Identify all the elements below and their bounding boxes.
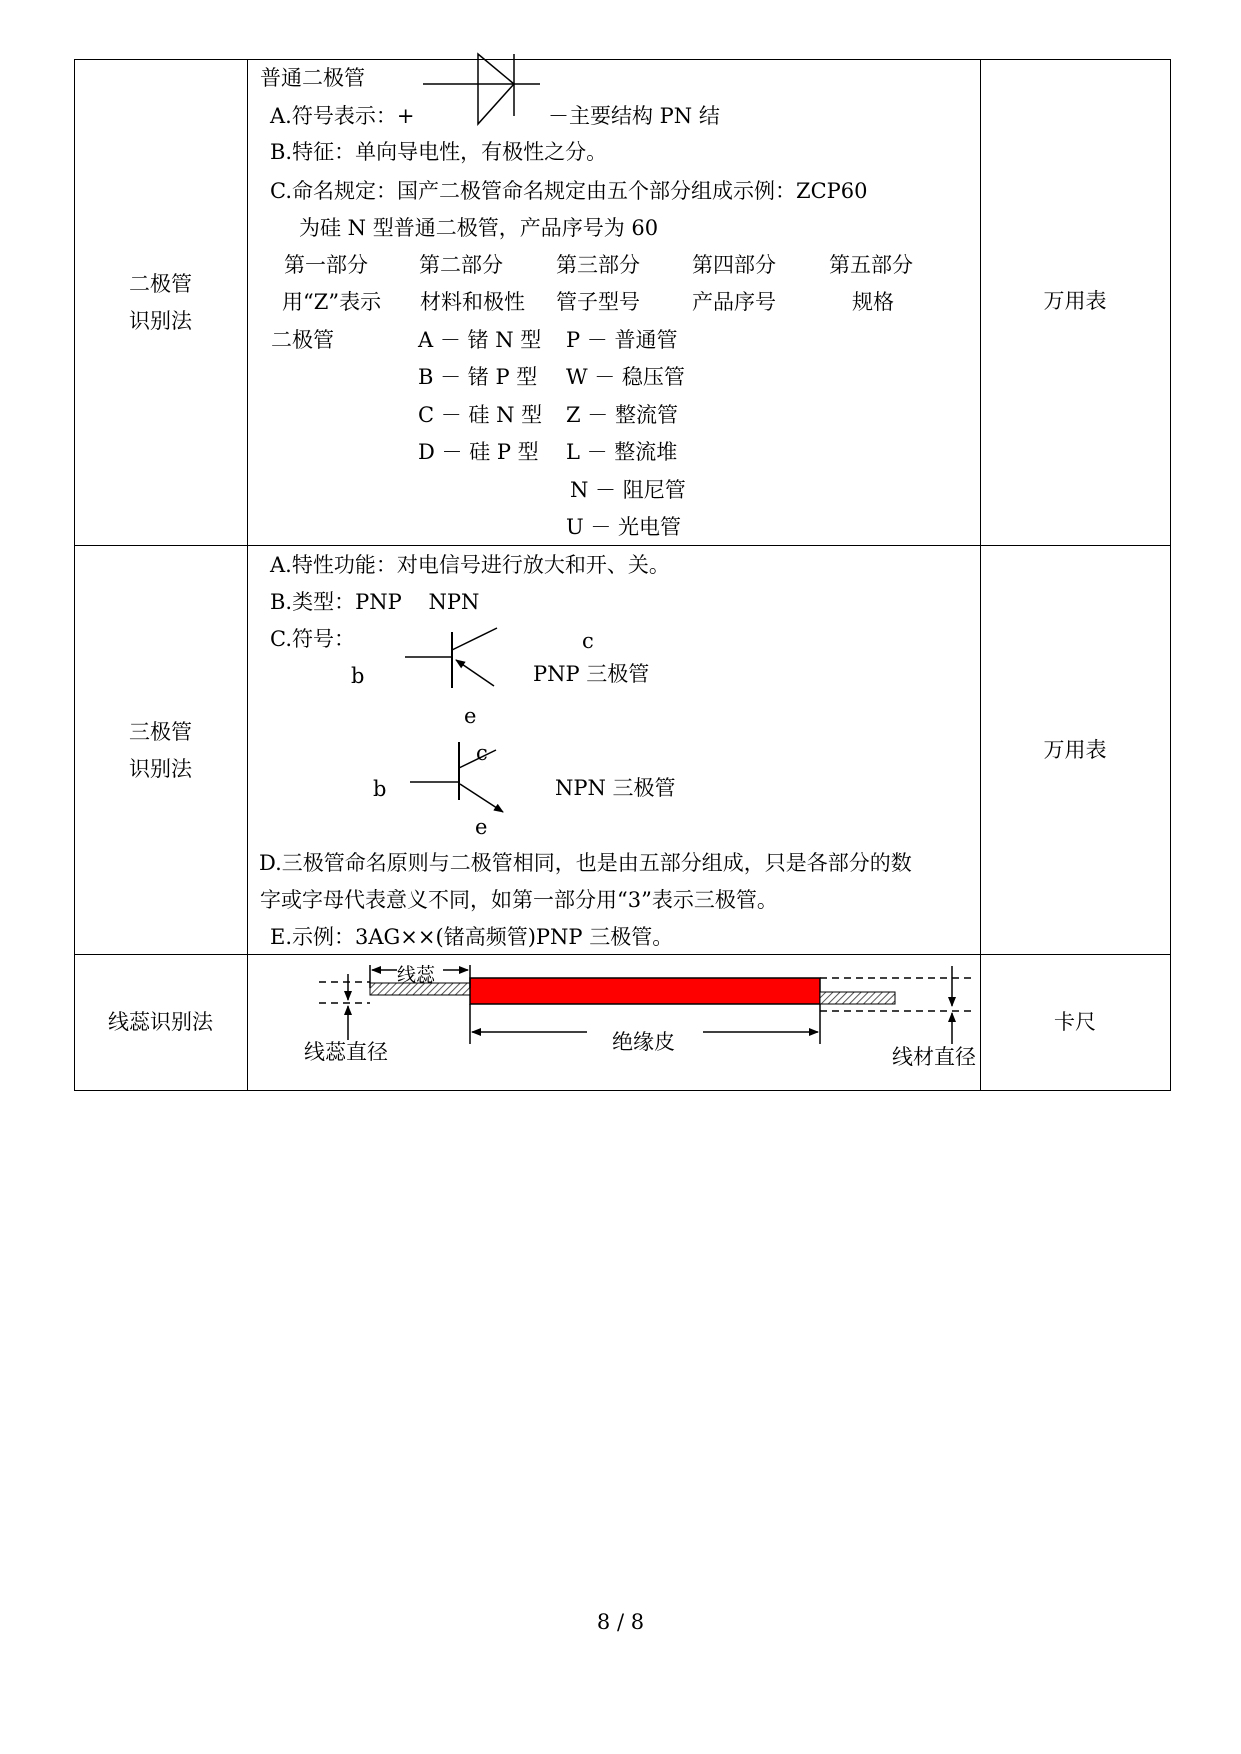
material-item: B － 锗 P 型 bbox=[418, 365, 538, 389]
pnp-emitter-label: e bbox=[464, 704, 477, 728]
type-item: P － 普通管 bbox=[566, 328, 678, 352]
diode-naming-rule: C.命名规定：国产二极管命名规定由五个部分组成示例：ZCP60 bbox=[270, 179, 868, 203]
material-item: A － 锗 N 型 bbox=[418, 328, 542, 352]
npn-base-label: b bbox=[373, 777, 387, 801]
naming-subheader-2: 材料和极性 bbox=[420, 290, 525, 314]
insulation-bar bbox=[470, 978, 820, 1004]
naming-header-4: 第四部分 bbox=[692, 253, 776, 277]
naming-header-5: 第五部分 bbox=[829, 253, 913, 277]
npn-collector-label: c bbox=[476, 741, 488, 765]
tool-diode: 万用表 bbox=[1043, 289, 1107, 313]
diode-naming-example: 为硅 N 型普通二极管，产品序号为 60 bbox=[299, 216, 659, 240]
insulation-label: 绝缘皮 bbox=[612, 1030, 675, 1054]
core-label: 线蕊 bbox=[397, 964, 436, 986]
pnp-type-label: PNP 三极管 bbox=[533, 662, 650, 686]
material-item: C － 硅 N 型 bbox=[418, 403, 543, 427]
category-line: 线蕊识别法 bbox=[108, 1010, 213, 1034]
category-line: 识别法 bbox=[129, 757, 192, 781]
type-item: L － 整流堆 bbox=[566, 440, 678, 464]
tool-wire-core: 卡尺 bbox=[1054, 1010, 1096, 1034]
npn-emitter-label: e bbox=[475, 815, 488, 839]
diode-symbol-suffix: －主要结构 PN 结 bbox=[548, 104, 720, 128]
pnp-collector-label: c bbox=[582, 629, 594, 653]
npn-type-label: NPN 三极管 bbox=[555, 776, 676, 800]
page-number: 8 / 8 bbox=[596, 1610, 645, 1634]
material-item: D － 硅 P 型 bbox=[418, 440, 539, 464]
type-item: N － 阻尼管 bbox=[570, 478, 686, 502]
tool-transistor: 万用表 bbox=[1043, 738, 1107, 762]
type-item: W － 稳压管 bbox=[566, 365, 685, 389]
transistor-symbol-label: C.符号： bbox=[270, 627, 355, 651]
type-item: U － 光电管 bbox=[566, 515, 682, 539]
category-line: 二极管 bbox=[129, 272, 192, 296]
naming-subheader-3: 管子型号 bbox=[556, 290, 640, 314]
transistor-example: E.示例：3AG××(锗高频管)PNP 三极管。 bbox=[270, 925, 674, 949]
core-diameter-label: 线蕊直径 bbox=[304, 1040, 388, 1064]
naming-subheader-1: 用“Z”表示 bbox=[282, 290, 382, 314]
naming-col1-value: 二极管 bbox=[271, 328, 334, 352]
transistor-naming-rule: D.三极管命名原则与二极管相同，也是由五部分组成，只是各部分的数 bbox=[259, 851, 912, 875]
wire-diameter-label: 线材直径 bbox=[892, 1045, 976, 1069]
transistor-function: A.特性功能：对电信号进行放大和开、关。 bbox=[270, 553, 670, 577]
naming-header-2: 第二部分 bbox=[419, 253, 503, 277]
naming-subheader-4: 产品序号 bbox=[692, 290, 776, 314]
diode-title: 普通二极管 bbox=[260, 66, 365, 90]
type-item: Z － 整流管 bbox=[566, 403, 678, 427]
naming-header-1: 第一部分 bbox=[284, 253, 368, 277]
diode-feature: B.特征：单向导电性，有极性之分。 bbox=[270, 140, 608, 164]
naming-header-3: 第三部分 bbox=[556, 253, 640, 277]
naming-subheader-5: 规格 bbox=[852, 290, 894, 314]
transistor-types: B.类型：PNP NPN bbox=[270, 590, 480, 614]
pnp-base-label: b bbox=[351, 664, 365, 688]
category-line: 识别法 bbox=[129, 309, 192, 333]
diode-symbol-prefix: A.符号表示：+ bbox=[270, 104, 415, 128]
category-line: 三极管 bbox=[129, 720, 192, 744]
transistor-naming-rule-cont: 字或字母代表意义不同，如第一部分用“3”表示三极管。 bbox=[260, 888, 778, 912]
